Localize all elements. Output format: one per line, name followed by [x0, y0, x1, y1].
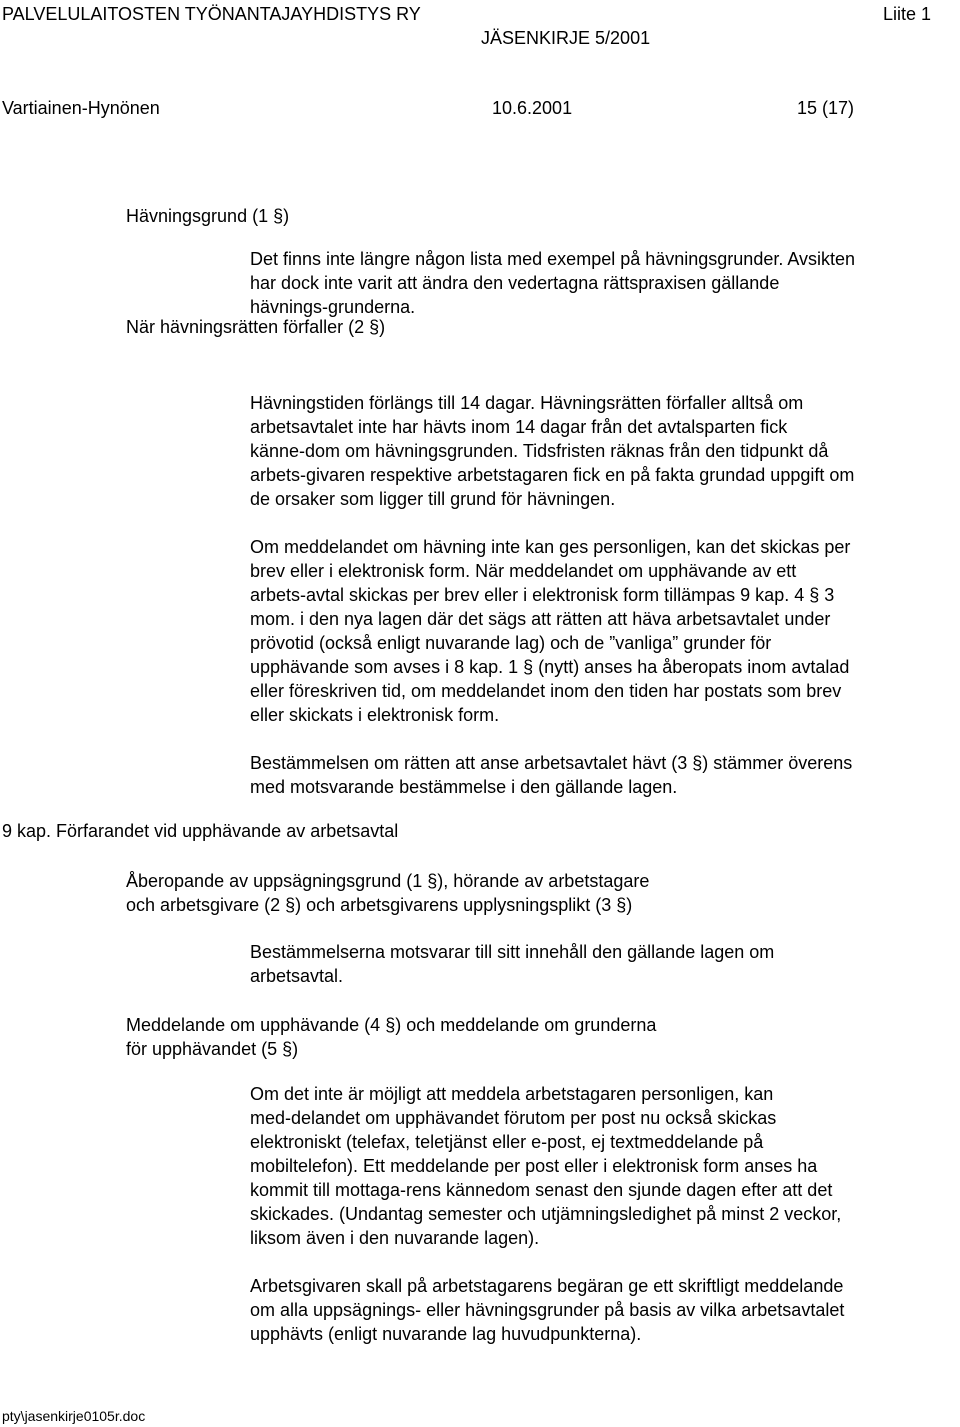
header-author: Vartiainen-Hynönen	[2, 98, 160, 118]
section-heading-havningsgrund	[126, 204, 289, 228]
header-attachment: Liite 1	[883, 4, 932, 24]
section-heading-havningsratten	[126, 315, 385, 339]
heading-text: När hävningsrätten förfaller (2 §)	[126, 317, 386, 337]
paragraph-text: Det finns inte längre någon lista med exempel på hävningsgrunder. Avsikten har dock inte varit att ändra den vedertagna rättspraxisen gällande hävnings-grunderna.	[250, 249, 856, 317]
paragraph-arbetsgivaren	[250, 1274, 844, 1346]
header-letter-number: JÄSENKIRJE 5/2001	[481, 28, 651, 48]
paragraph-meddelandet	[250, 535, 850, 727]
footer-filename: pty\jasenkirje0105r.doc	[2, 1408, 146, 1424]
header-page-number: 15 (17)	[797, 98, 855, 118]
heading-text: Åberopande av uppsägningsgrund (1 §), hörande av arbetstagare och arbetsgivare (2 §) och arbetsgivarens upplysningsplikt (3 §)	[126, 871, 650, 915]
heading-text: Hävningsgrund (1 §)	[126, 206, 290, 226]
header-date: 10.6.2001	[492, 98, 573, 118]
section-heading-aberopande	[126, 869, 649, 917]
header-organization: PALVELULAITOSTEN TYÖNANTAJAYHDISTYS RY	[2, 4, 421, 24]
paragraph-text: Bestämmelserna motsvarar till sitt innehåll den gällande lagen om arbetsavtal.	[250, 942, 775, 986]
chapter-heading-9	[2, 819, 398, 843]
paragraph-havningsgrund	[250, 247, 855, 319]
paragraph-text: Hävningstiden förlängs till 14 dagar. Hävningsrätten förfaller alltså om arbetsavtalet inte har hävts inom 14 dagar från det avtalsparten fick känne-dom om hävningsgrunden. Tidsfristen räknas från den tidpunkt då arbets-givaren respektive arbetstagaren fick en på fakta grundad uppgift om de orsaker som ligger till grund för hävningen.	[250, 393, 855, 509]
heading-text: 9 kap. Förfarandet vid upphävande av arbetsavtal	[2, 821, 399, 841]
paragraph-bestammelsen	[250, 751, 852, 799]
paragraph-om-det-inte	[250, 1082, 841, 1250]
section-heading-meddelande	[126, 1013, 656, 1061]
paragraph-text: Om meddelandet om hävning inte kan ges personligen, kan det skickas per brev eller i elektronisk form. När meddelandet om upphävande av ett arbets-avtal skickas per brev eller i elektronisk form tillämpas 9 kap. 4 § 3 mom. i den nya lagen där det sägs att rätten att häva arbetsavtalet under prövotid (också enligt nuvarande lag) och de ”vanliga” grunder för upphävande som avses i 8 kap. 1 § (nytt) anses ha åberopats inom avtalad eller föreskriven tid, om meddelandet inom den tiden har postats som brev eller skickats i elektronisk form.	[250, 537, 851, 725]
paragraph-text: Om det inte är möjligt att meddela arbetstagaren personligen, kan med-delandet om upphävandet förutom per post nu också skickas elektroniskt (telefax, teletjänst eller e-post, ej textmeddelande på mobiltelefon). Ett meddelande per post eller i elektronisk form anses ha kommit till mottaga-rens kännedom senast den sjunde dagen efter att det skickades. (Undantag semester och utjämningsledighet på minst 2 veckor, liksom även i den nuvarande lagen).	[250, 1084, 842, 1248]
paragraph-bestammelserna	[250, 940, 774, 988]
paragraph-text: Bestämmelsen om rätten att anse arbetsavtalet hävt (3 §) stämmer överens med motsvarande bestämmelse i den gällande lagen.	[250, 753, 853, 797]
paragraph-havningstiden	[250, 391, 854, 511]
paragraph-text: Arbetsgivaren skall på arbetstagarens begäran ge ett skriftligt meddelande om alla uppsägnings- eller hävningsgrunder på basis av vilka arbetsavtalet upphävts (enligt nuvarande lag huvudpunkterna).	[250, 1276, 845, 1344]
heading-text: Meddelande om upphävande (4 §) och meddelande om grunderna för upphävandet (5 §)	[126, 1015, 657, 1059]
